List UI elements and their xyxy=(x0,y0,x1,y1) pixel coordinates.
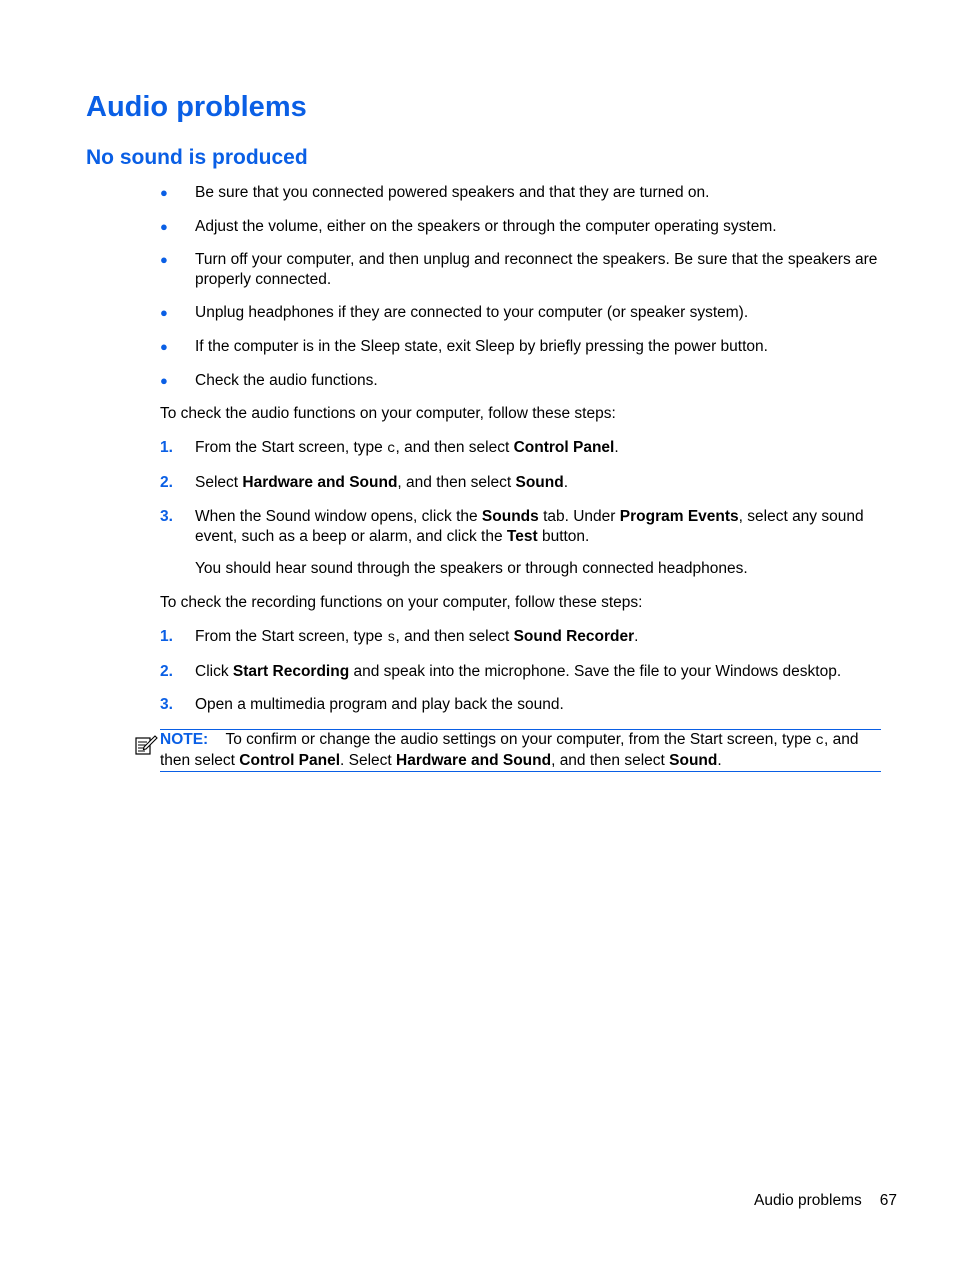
bullet-dot-icon: ● xyxy=(160,373,168,388)
step-number: 3. xyxy=(160,696,173,713)
page-title: Audio problems xyxy=(86,91,307,123)
footer-section: Audio problems xyxy=(754,1192,862,1209)
bullet-text: Be sure that you connected powered speakers and that they are turned on. xyxy=(195,184,710,201)
step-text: Click Start Recording and speak into the microphone. Save the file to your Windows desktop. xyxy=(195,663,842,680)
step-text: From the Start screen, type c, and then select Control Panel. xyxy=(195,439,619,457)
audio-intro: To check the audio functions on your computer, follow these steps: xyxy=(160,405,616,422)
step-text: Open a multimedia program and play back the sound. xyxy=(195,696,564,713)
bullet-dot-icon: ● xyxy=(160,219,168,234)
bullet-dot-icon: ● xyxy=(160,339,168,354)
note-text: NOTE: To confirm or change the audio settings on your computer, from the Start screen, type c, and then select Control Panel. Select Hardware and Sound, and then select Sound. xyxy=(160,731,859,769)
step-number: 1. xyxy=(160,439,173,456)
step-followup-text: You should hear sound through the speakers or through connected headphones. xyxy=(195,560,748,577)
page-number: 67 xyxy=(879,1192,897,1209)
bullet-dot-icon: ● xyxy=(160,305,168,320)
step-number: 1. xyxy=(160,628,173,645)
note-box xyxy=(160,729,881,772)
bullet-text: Turn off your computer, and then unplug and reconnect the speakers. Be sure that the speakers are properly connected. xyxy=(195,251,878,288)
record-intro: To check the recording functions on your computer, follow these steps: xyxy=(160,594,643,611)
bullet-text: Check the audio functions. xyxy=(195,372,378,389)
step-text: Select Hardware and Sound, and then select Sound. xyxy=(195,474,569,491)
section-heading: No sound is produced xyxy=(86,146,308,169)
bullet-text: Unplug headphones if they are connected to your computer (or speaker system). xyxy=(195,304,749,321)
step-text: When the Sound window opens, click the Sounds tab. Under Program Events, select any sound event, such as a beep or alarm, and click the Test button. xyxy=(195,508,864,545)
bullet-text: Adjust the volume, either on the speakers or through the computer operating system. xyxy=(195,218,777,235)
bullet-text: If the computer is in the Sleep state, exit Sleep by briefly pressing the power button. xyxy=(195,338,768,355)
bullet-dot-icon: ● xyxy=(160,252,168,267)
note-pencil-icon xyxy=(134,733,158,757)
step-number: 2. xyxy=(160,474,173,491)
step-number: 2. xyxy=(160,663,173,680)
note-label: NOTE: xyxy=(160,731,209,748)
step-number: 3. xyxy=(160,508,173,525)
page-footer xyxy=(700,1191,897,1211)
step-text: From the Start screen, type s, and then select Sound Recorder. xyxy=(195,628,639,646)
bullet-dot-icon: ● xyxy=(160,185,168,200)
